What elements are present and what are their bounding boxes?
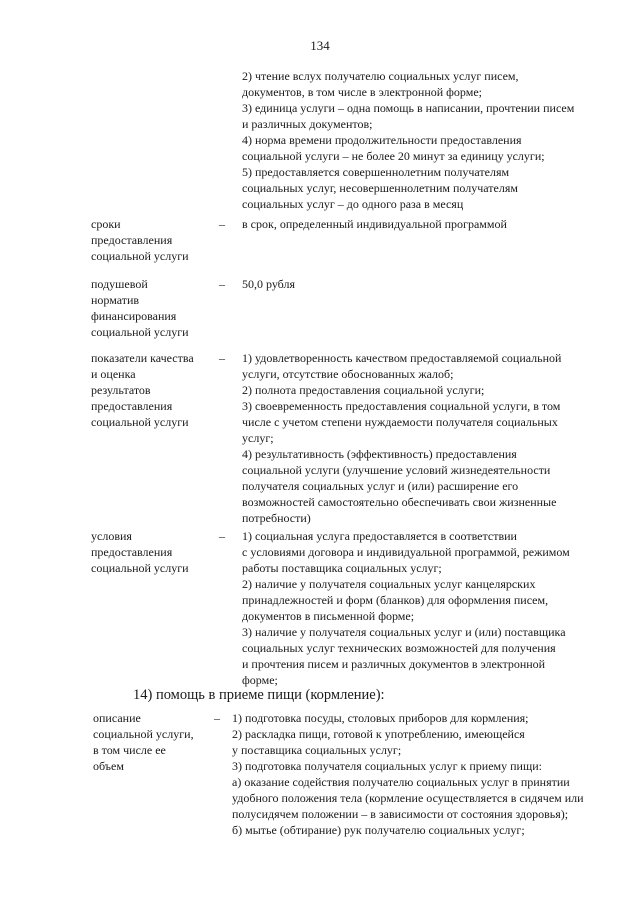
content-line: 2) раскладка пищи, готовой к употреблению, имеющейся <box>232 727 525 741</box>
content-line: полусидячем положении – в зависимости от состояния здоровья); <box>232 807 569 821</box>
label-line: социальной услуги <box>91 415 189 429</box>
content-line: получателя социальных услуг и (или) расширение его <box>242 479 519 493</box>
content-line: 2) чтение вслух получателю социальных услуг писем, <box>242 69 519 83</box>
row-dash: – <box>214 711 220 725</box>
content-line: потребности) <box>242 511 311 525</box>
content-line: социальных услуг – до одного раза в месяц <box>242 197 464 211</box>
content-line: 3) своевременность предоставления социальной услуги, в том <box>242 399 561 413</box>
content-line: 1) социальная услуга предоставляется в соответствии <box>242 529 517 543</box>
row-dash: – <box>219 351 225 365</box>
content-line: документов, в том числе в электронной форме; <box>242 85 483 99</box>
label-line: условия <box>91 529 132 543</box>
content-line: социальной услуги (улучшение условий жизнедеятельности <box>242 463 551 477</box>
content-line: у поставщика социальных услуг; <box>232 743 402 757</box>
content-line: б) мытье (обтирание) рук получателю социальных услуг; <box>232 823 525 837</box>
label-line: норматив <box>91 293 140 307</box>
content-line: 1) удовлетворенность качеством предоставляемой социальной <box>242 351 562 365</box>
row-label <box>91 276 216 340</box>
content-line: и прочтения писем и различных документов в электронной <box>242 657 546 671</box>
row-label <box>91 216 216 264</box>
label-line: и оценка <box>91 367 136 381</box>
label-line: подушевой <box>91 277 148 291</box>
content-line: социальной услуги – не более 20 минут за единицу услуги; <box>242 149 545 163</box>
row-content <box>242 216 597 232</box>
label-line: социальной услуги <box>91 325 189 339</box>
label-line: описание <box>93 711 141 725</box>
content-line: удобного положения тела (кормление осуществляется в сидячем или <box>232 791 584 805</box>
row-content <box>242 276 597 292</box>
row-dash: – <box>219 529 225 543</box>
content-line: документов в письменной форме; <box>242 609 415 623</box>
content-line: 3) подготовка получателя социальных услуг к приему пищи: <box>232 759 542 773</box>
label-line: социальной услуги, <box>93 727 194 741</box>
label-line: объем <box>93 759 124 773</box>
content-line: 5) предоставляется совершеннолетним получателям <box>242 165 510 179</box>
label-line: социальной услуги <box>91 249 189 263</box>
label-line: сроки <box>91 217 121 231</box>
row-content <box>242 350 597 526</box>
content-line: услуги, отсутствие обоснованных жалоб; <box>242 367 454 381</box>
label-line: результатов <box>91 383 151 397</box>
label-line: социальной услуги <box>91 561 189 575</box>
row-dash: – <box>219 217 225 231</box>
label-line: предоставления <box>91 399 173 413</box>
row-content <box>232 710 602 838</box>
row-dash: – <box>219 277 225 291</box>
label-line: предоставления <box>91 233 173 247</box>
row-label <box>93 710 218 774</box>
content-line: социальных услуг технических возможностей для получения <box>242 641 556 655</box>
content-line: в срок, определенный индивидуальной программой <box>242 217 507 231</box>
content-line: 50,0 рубля <box>242 277 295 291</box>
content-line: 3) наличие у получателя социальных услуг и (или) поставщика <box>242 625 566 639</box>
section-title: 14) помощь в приеме пищи (кормление): <box>133 687 385 703</box>
page-number: 134 <box>310 38 330 53</box>
content-line: 2) наличие у получателя социальных услуг канцелярских <box>242 577 536 591</box>
content-line: 1) подготовка посуды, столовых приборов для кормления; <box>232 711 529 725</box>
content-line: а) оказание содействия получателю социальных услуг в принятии <box>232 775 570 789</box>
label-line: финансирования <box>91 309 177 323</box>
content-line: социальных услуг, несовершеннолетним получателям <box>242 181 518 195</box>
content-line: 2) полнота предоставления социальной услуги; <box>242 383 485 397</box>
content-line: 3) единица услуги – одна помощь в написании, прочтении писем <box>242 101 575 115</box>
content-line: возможностей самостоятельно обеспечивать свои жизненные <box>242 495 557 509</box>
content-line: 4) результативность (эффективность) предоставления <box>242 447 517 461</box>
content-line: числе с учетом степени нуждаемости получателя социальных <box>242 415 558 429</box>
content-line: с условиями договора и индивидуальной программой, режимом <box>242 545 570 559</box>
content-line: принадлежностей и форм (бланков) для оформления писем, <box>242 593 549 607</box>
label-line: показатели качества <box>91 351 194 365</box>
label-line: предоставления <box>91 545 173 559</box>
continuation-content <box>242 68 597 212</box>
label-line: в том числе ее <box>93 743 166 757</box>
content-line: 4) норма времени продолжительности предоставления <box>242 133 522 147</box>
row-content <box>242 528 597 688</box>
content-line: работы поставщика социальных услуг; <box>242 561 442 575</box>
content-line: форме; <box>242 673 278 687</box>
row-label <box>91 528 216 576</box>
row-label <box>91 350 216 430</box>
content-line: и различных документов; <box>242 117 373 131</box>
content-line: услуг; <box>242 431 274 445</box>
